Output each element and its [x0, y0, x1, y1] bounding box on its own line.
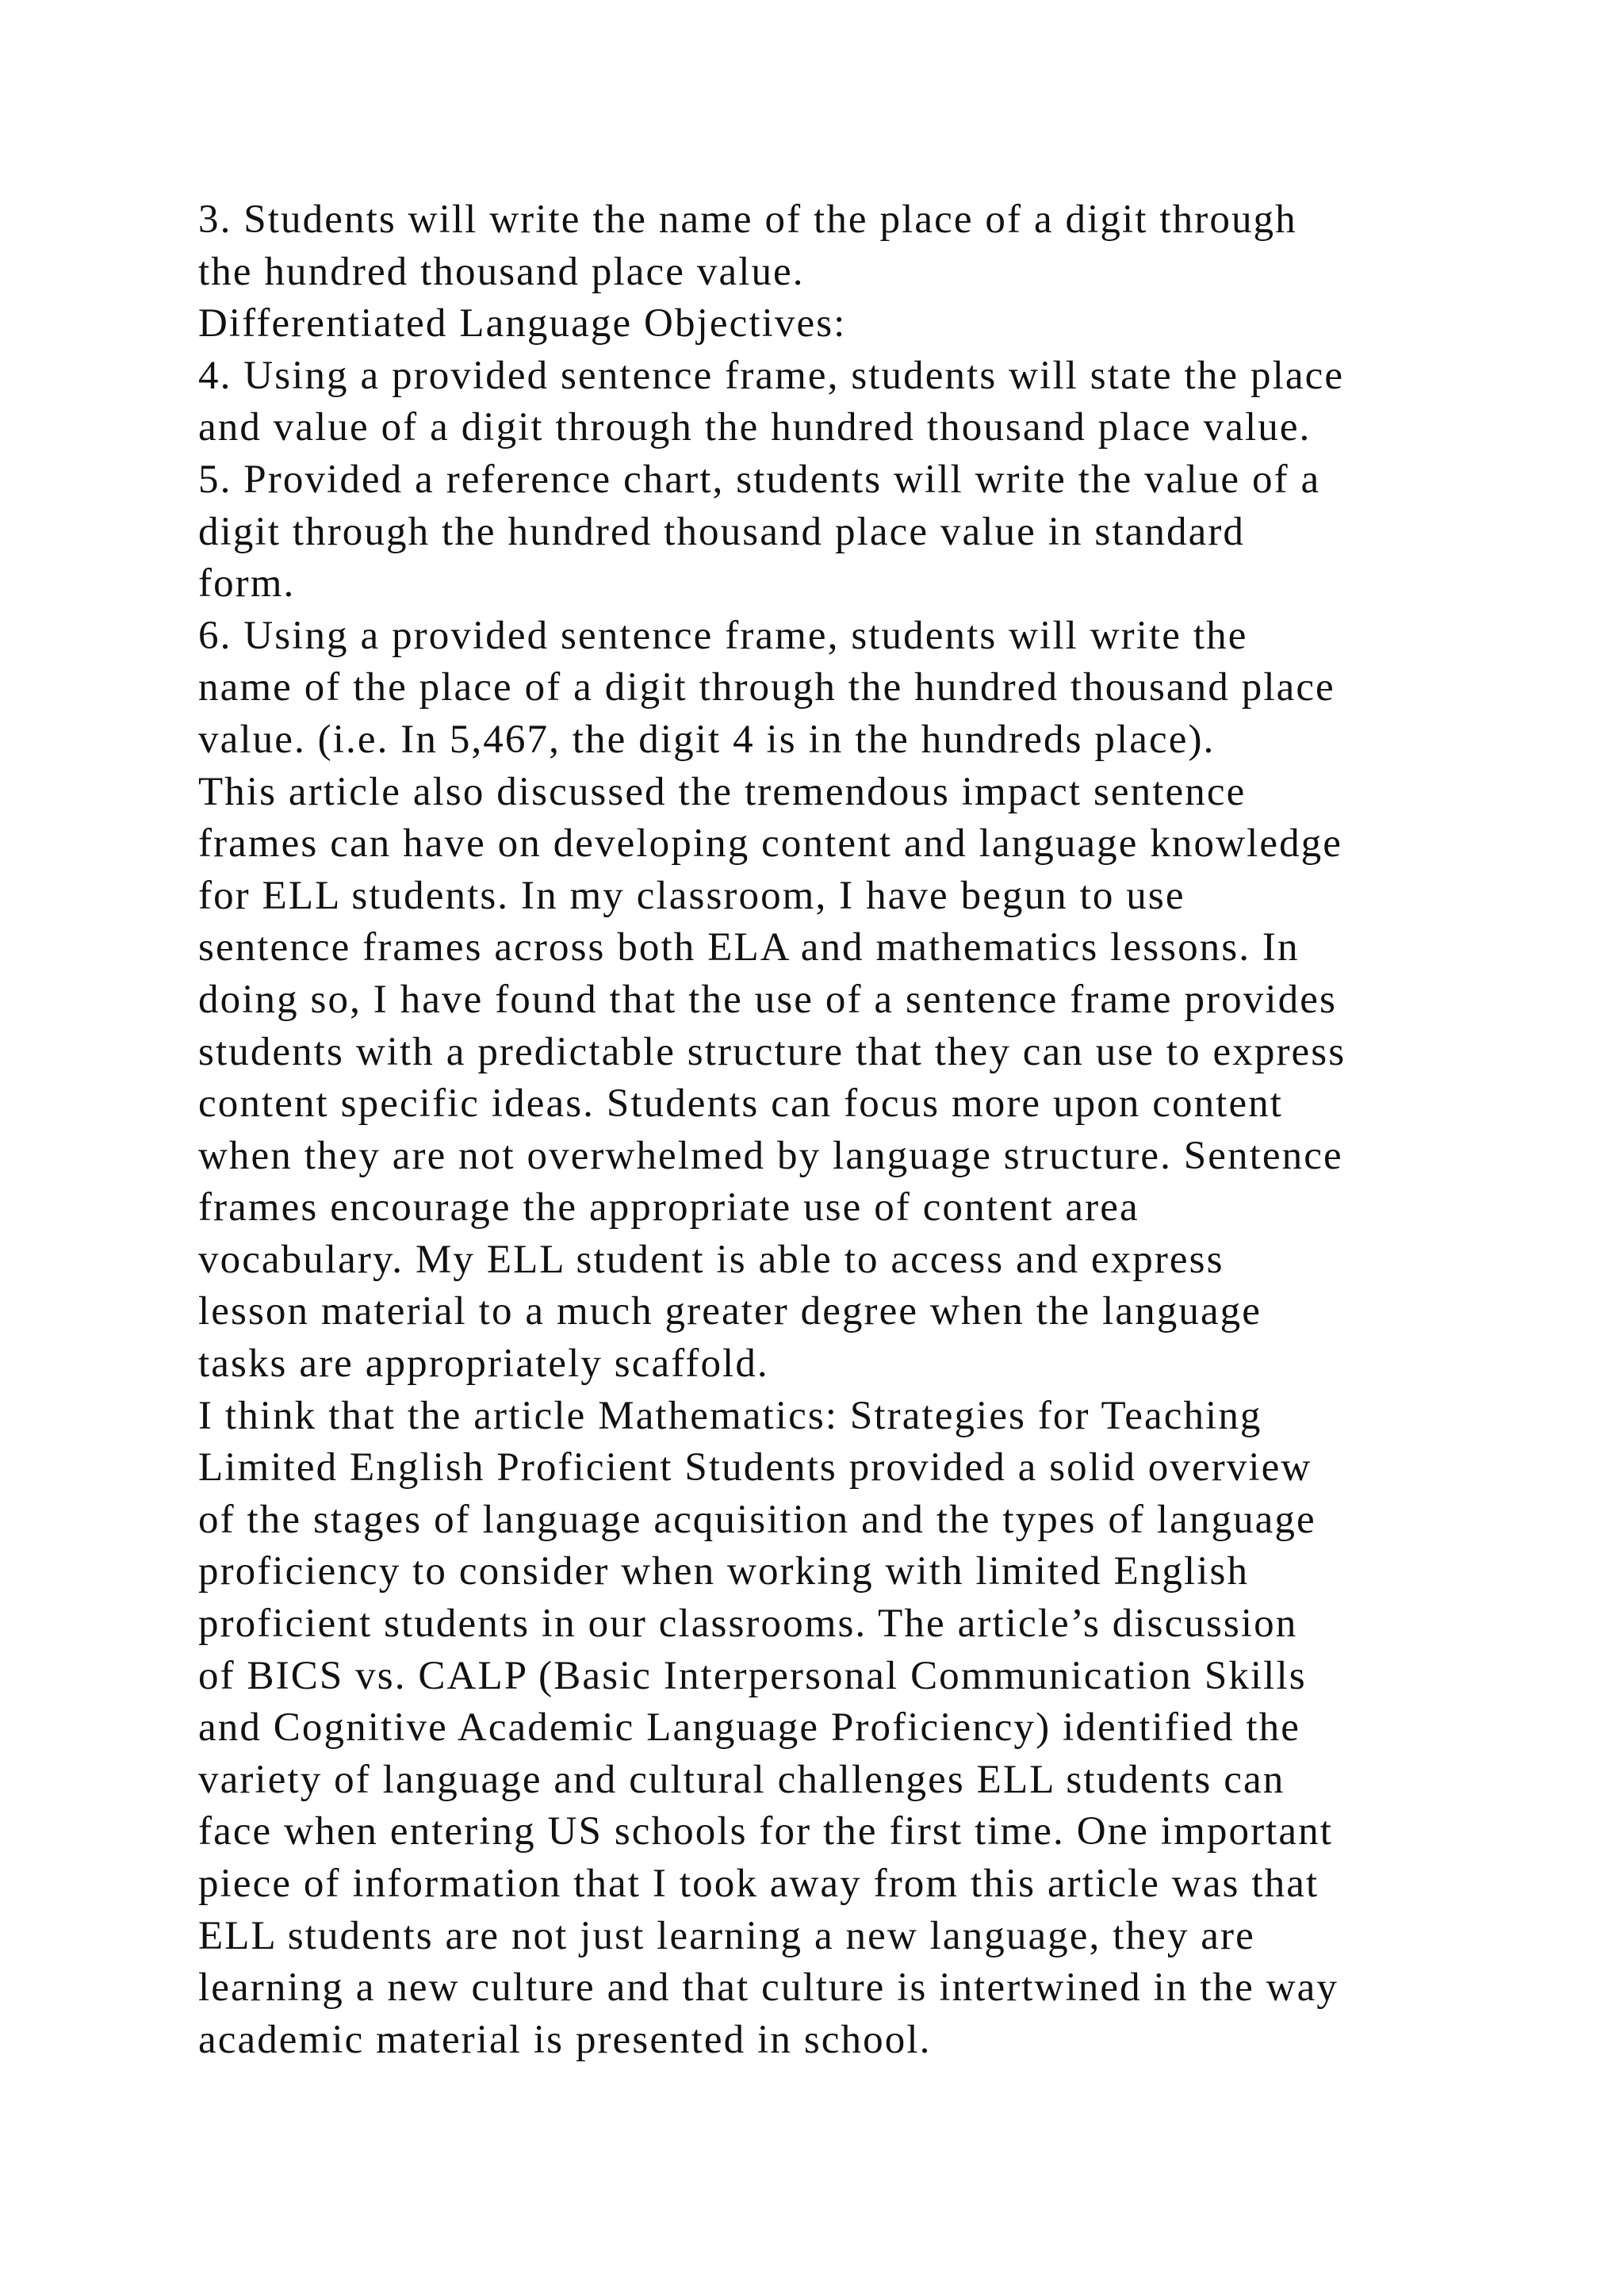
text-line: Differentiated Language Objectives:	[198, 301, 847, 346]
text-line: face when entering US schools for the first time. One important	[198, 1809, 1334, 1854]
text-line: and Cognitive Academic Language Proficiency) identified the	[198, 1705, 1300, 1751]
text-line: frames can have on developing content and language knowledge	[198, 821, 1343, 867]
text-line: proficiency to consider when working with limited English	[198, 1549, 1250, 1594]
text-line: variety of language and cultural challenges ELL students can	[198, 1757, 1285, 1802]
text-line: I think that the article Mathematics: Strategies for Teaching	[198, 1393, 1262, 1438]
text-line: learning a new culture and that culture is intertwined in the way	[198, 1965, 1339, 2011]
text-line: frames encourage the appropriate use of content area	[198, 1185, 1139, 1230]
document-body-text	[198, 194, 1507, 2066]
text-line: lesson material to a much greater degree when the language	[198, 1289, 1262, 1334]
text-line: 4. Using a provided sentence frame, students will state the place	[198, 353, 1345, 398]
text-line: This article also discussed the tremendous impact sentence	[198, 769, 1247, 814]
text-line: and value of a digit through the hundred thousand place value.	[198, 405, 1312, 450]
text-line: 5. Provided a reference chart, students will write the value of a	[198, 457, 1321, 502]
text-line: name of the place of a digit through the hundred thousand place	[198, 665, 1335, 710]
text-line: form.	[198, 561, 296, 607]
text-line: of the stages of language acquisition and the types of language	[198, 1497, 1316, 1542]
text-line: piece of information that I took away from this article was that	[198, 1862, 1320, 1906]
text-line: academic material is presented in school.	[198, 2017, 932, 2062]
text-line: doing so, I have found that the use of a sentence frame provides	[198, 977, 1337, 1022]
text-line: the hundred thousand place value.	[198, 249, 805, 294]
text-line: for ELL students. In my classroom, I have begun to use	[198, 873, 1185, 918]
text-line: sentence frames across both ELA and mathematics lessons. In	[198, 925, 1300, 970]
text-line: vocabulary. My ELL student is able to access and express	[198, 1237, 1224, 1282]
text-line: when they are not overwhelmed by language structure. Sentence	[198, 1133, 1343, 1178]
text-line: tasks are appropriately scaffold.	[198, 1341, 769, 1387]
text-line: content specific ideas. Students can focus more upon content	[198, 1081, 1284, 1127]
text-line: Limited English Proficient Students provided a solid overview	[198, 1445, 1312, 1490]
text-line: 3. Students will write the name of the place of a digit through	[198, 197, 1297, 242]
text-line: 6. Using a provided sentence frame, students will write the	[198, 613, 1248, 658]
text-line: of BICS vs. CALP (Basic Interpersonal Communication Skills	[198, 1653, 1307, 1698]
text-line: proficient students in our classrooms. The article’s discussion	[198, 1601, 1298, 1647]
text-line: digit through the hundred thousand place value in standard	[198, 509, 1246, 554]
text-line: value. (i.e. In 5,467, the digit 4 is in the hundreds place).	[198, 717, 1216, 762]
text-line: students with a predictable structure that they can use to express	[198, 1029, 1346, 1074]
text-line: ELL students are not just learning a new language, they are	[198, 1913, 1255, 1958]
